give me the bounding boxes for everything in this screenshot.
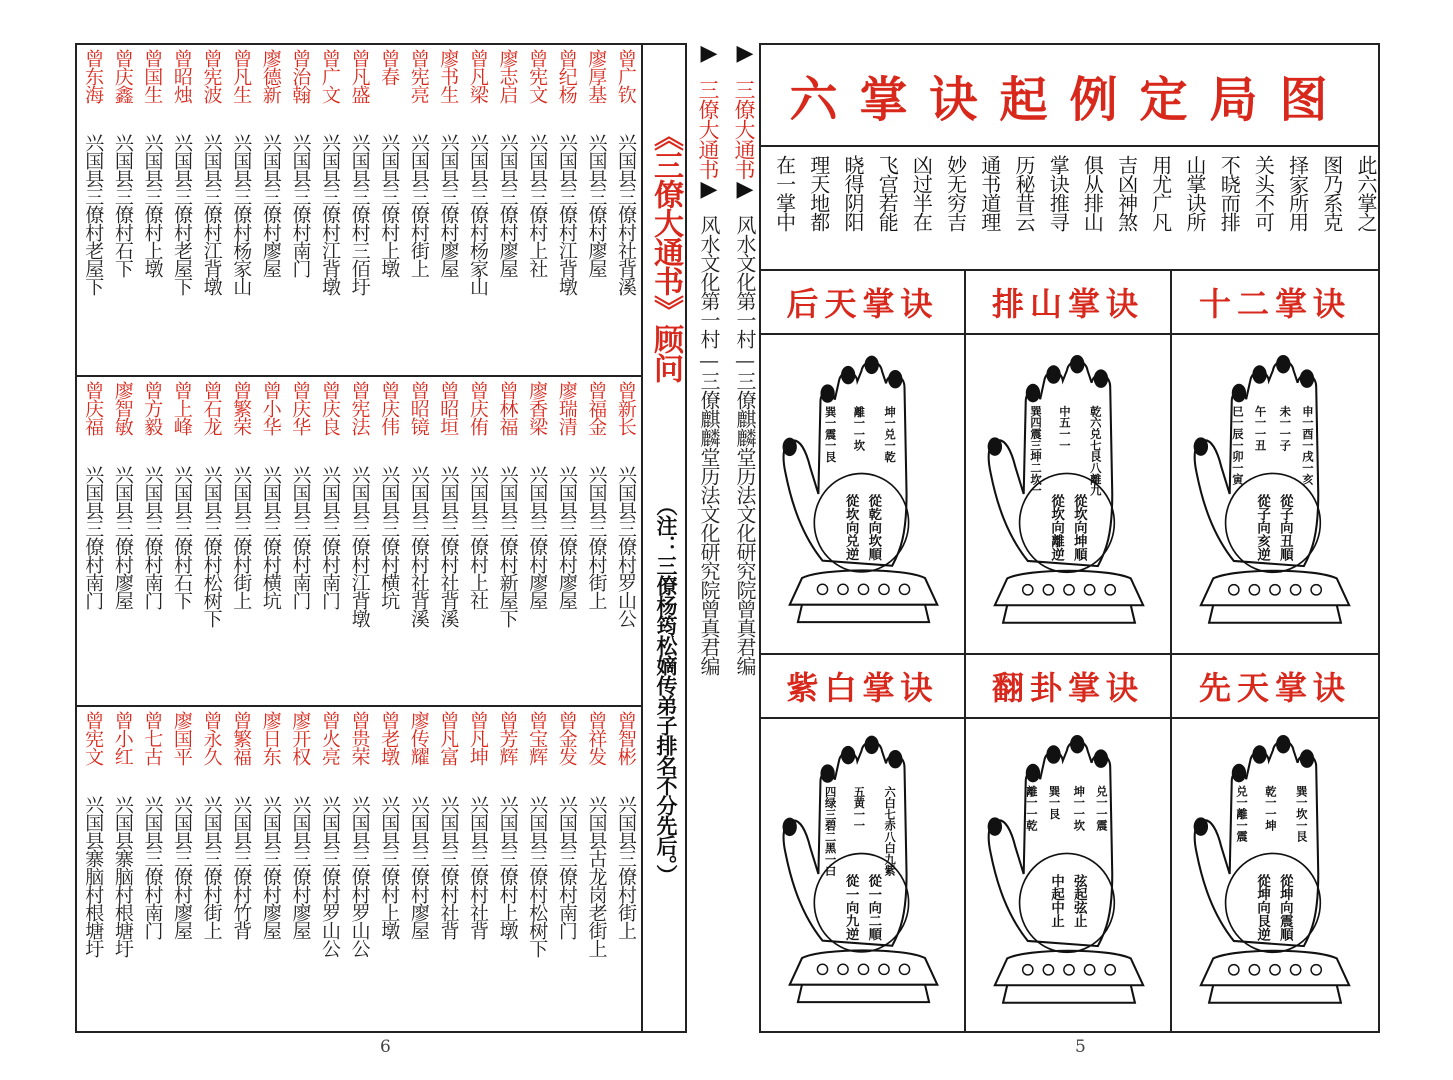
palm-label: 從乾向坎順 bbox=[865, 494, 882, 561]
finger-label: 巽一坎一艮 bbox=[1294, 785, 1309, 843]
hand-diagram-cell bbox=[761, 271, 966, 655]
finger-label: 兑一離一震 bbox=[1235, 785, 1250, 843]
advisor-grid bbox=[77, 45, 643, 1031]
hand-icon bbox=[966, 335, 1172, 653]
hand-label-text: 后天掌诀 bbox=[786, 285, 939, 323]
finger-label: 五黄一一 bbox=[852, 785, 867, 831]
hand-label bbox=[1172, 271, 1378, 335]
advisor-name: 廖智敏 bbox=[111, 381, 134, 435]
palm-label: 從一向二順 bbox=[865, 874, 882, 941]
advisor-name: 曾广钦 bbox=[614, 49, 637, 103]
advisor-entry bbox=[197, 381, 226, 627]
intro-column: 山掌诀所 bbox=[1183, 155, 1207, 231]
advisor-entry bbox=[611, 49, 640, 295]
advisor-address: 兴国县三僚村廖屋 bbox=[585, 133, 608, 277]
intro-column: 理天地都 bbox=[806, 155, 831, 231]
advisor-entry bbox=[463, 49, 492, 295]
palm-label: 從子向丑順 bbox=[1277, 494, 1294, 561]
advisor-name: 曾凡坤 bbox=[466, 711, 489, 765]
intro-column: 吉凶神煞 bbox=[1114, 155, 1139, 231]
advisor-address: 兴国县三僚村罗山公 bbox=[348, 795, 371, 957]
advisor-address: 兴国县三僚村上墩 bbox=[141, 133, 164, 277]
advisor-entry bbox=[493, 381, 522, 627]
advisor-entry bbox=[167, 49, 196, 295]
advisor-address: 兴国县三僚村南门 bbox=[141, 795, 164, 939]
advisor-address: 兴国县三僚村上墩 bbox=[378, 795, 401, 939]
advisor-name: 曾宪波 bbox=[200, 49, 223, 103]
advisor-name: 曾广文 bbox=[318, 49, 341, 103]
intro-column: 晓得阴阳 bbox=[841, 155, 865, 231]
intro-column: 在一掌中 bbox=[772, 155, 797, 231]
advisor-name: 曾凡梁 bbox=[466, 49, 489, 103]
advisor-name: 曾庆良 bbox=[318, 381, 341, 435]
advisor-name: 曾贵荣 bbox=[348, 711, 371, 765]
spine-credit: 风水文化第一村—三僚麒麟堂历法文化研究院曾真君编 bbox=[697, 215, 721, 675]
hand-label bbox=[966, 655, 1170, 719]
notice-title: 《三僚大通书》顾问 bbox=[648, 121, 683, 382]
advisor-name: 廖日东 bbox=[259, 711, 282, 765]
intro-column: 历秘昔云 bbox=[1012, 155, 1036, 231]
advisor-address: 兴国县三僚村老屋下 bbox=[171, 133, 194, 295]
advisor-entry bbox=[108, 49, 137, 277]
advisor-address: 兴国县三僚村杨家山 bbox=[467, 133, 490, 295]
advisor-address: 兴国县三僚村街上 bbox=[585, 465, 608, 609]
advisor-name: 曾火亮 bbox=[318, 711, 341, 765]
advisor-address: 兴国县三僚村松树下 bbox=[526, 795, 549, 957]
advisor-entry bbox=[315, 381, 344, 609]
intro-column: 飞宫若能 bbox=[875, 155, 900, 231]
intro-column: 择家所用 bbox=[1285, 155, 1310, 231]
hand-icon bbox=[761, 335, 966, 653]
finger-label: 未一一子 bbox=[1278, 405, 1293, 451]
advisor-name: 曾宝辉 bbox=[526, 711, 549, 765]
advisor-address: 兴国县三僚村江背墩 bbox=[348, 465, 371, 627]
advisor-name: 曾庆鑫 bbox=[111, 49, 134, 103]
advisor-name: 曾金发 bbox=[555, 711, 578, 765]
advisor-entry bbox=[167, 381, 196, 609]
advisor-entry bbox=[434, 711, 463, 939]
finger-label: 乾一一坤 bbox=[1263, 785, 1278, 831]
advisor-entry bbox=[611, 711, 640, 939]
advisor-entry bbox=[286, 381, 315, 609]
advisor-address: 兴国县三僚村横坑 bbox=[378, 465, 401, 609]
advisor-entry bbox=[197, 49, 226, 295]
spine-title: 三僚大通书 bbox=[732, 79, 756, 179]
advisor-name: 曾庆福 bbox=[82, 381, 105, 435]
advisor-name: 曾老墩 bbox=[378, 711, 401, 765]
hand-label bbox=[966, 271, 1170, 335]
advisor-name: 曾芳辉 bbox=[496, 711, 519, 765]
advisor-entry bbox=[463, 381, 492, 609]
finger-label: 乾六兑七艮八離九 bbox=[1088, 405, 1103, 497]
advisor-name: 曾宪文 bbox=[82, 711, 105, 765]
spine-credit: 风水文化第一村—三僚麒麟堂历法文化研究院曾真君编 bbox=[733, 215, 757, 675]
advisor-address: 兴国县三僚村南门 bbox=[289, 465, 312, 609]
advisor-entry bbox=[345, 381, 374, 627]
spine-arrow-top-icon: ▶ bbox=[736, 41, 754, 66]
advisor-entry bbox=[582, 711, 611, 957]
hand-label-text: 紫白掌诀 bbox=[786, 669, 939, 707]
finger-label: 中五一一 bbox=[1057, 405, 1072, 451]
page-title-text: 六掌诀起例定局图 bbox=[789, 71, 1350, 128]
intro-column: 不晓而排 bbox=[1217, 155, 1242, 231]
advisor-address: 兴国县三僚村松树下 bbox=[200, 465, 223, 627]
advisor-name: 曾治翰 bbox=[289, 49, 312, 103]
spine-arrow-top-icon: ▶ bbox=[700, 41, 718, 66]
advisor-entry bbox=[256, 381, 285, 609]
advisor-entry bbox=[79, 711, 108, 957]
advisor-entry bbox=[79, 49, 108, 295]
advisor-entry bbox=[286, 49, 315, 277]
advisor-entry bbox=[404, 381, 433, 627]
advisor-entry bbox=[434, 381, 463, 627]
advisor-address: 兴国县三僚村江背墩 bbox=[200, 133, 223, 295]
hand-label bbox=[761, 655, 964, 719]
advisor-address: 兴国县三僚村廖屋 bbox=[289, 795, 312, 939]
advisor-entry bbox=[345, 49, 374, 295]
finger-label: 巽一艮 bbox=[1047, 785, 1062, 820]
intro-column: 图乃系克 bbox=[1319, 155, 1344, 231]
advisor-name: 曾七古 bbox=[141, 711, 164, 765]
advisor-name: 廖志启 bbox=[496, 49, 519, 103]
right-page bbox=[759, 43, 1380, 1033]
advisor-address: 兴国县三僚村街上 bbox=[200, 795, 223, 939]
advisor-entry bbox=[523, 711, 552, 957]
finger-label: 坤一兑一乾 bbox=[883, 405, 898, 463]
advisor-entry bbox=[375, 711, 404, 939]
advisor-entry bbox=[227, 381, 256, 609]
advisor-name: 廖开权 bbox=[289, 711, 312, 765]
advisor-name: 曾庆华 bbox=[289, 381, 312, 435]
grid-section-3 bbox=[77, 707, 641, 1031]
finger-label: 午一一丑 bbox=[1253, 405, 1268, 451]
intro-column: 通书道理 bbox=[977, 155, 1002, 231]
advisor-name: 曾东海 bbox=[82, 49, 105, 103]
hand-icon bbox=[1172, 719, 1378, 1029]
advisor-name: 曾庆伟 bbox=[378, 381, 401, 435]
finger-label: 坤一一坎 bbox=[1072, 785, 1087, 831]
intro-column: 此六掌之 bbox=[1354, 155, 1378, 231]
advisor-entry bbox=[552, 711, 581, 939]
advisor-address: 兴国县三僚村上社 bbox=[526, 133, 549, 277]
hand-icon bbox=[966, 719, 1172, 1029]
advisor-address: 兴国县三僚村廖屋 bbox=[259, 133, 282, 277]
advisor-name: 曾福金 bbox=[585, 381, 608, 435]
palm-label: 從坤向震順 bbox=[1277, 874, 1294, 941]
advisor-address: 兴国县三僚村新屋下 bbox=[496, 465, 519, 627]
hand-diagram-cell bbox=[1172, 655, 1378, 1031]
advisor-entry bbox=[552, 381, 581, 609]
intro-column: 凶过半在 bbox=[909, 155, 934, 231]
hand-diagram-cell bbox=[1172, 271, 1378, 655]
advisor-name: 曾繁荣 bbox=[230, 381, 253, 435]
advisor-name: 廖德新 bbox=[259, 49, 282, 103]
advisor-address: 兴国县三僚村三佰圩 bbox=[348, 133, 371, 295]
page-number-left: 6 bbox=[380, 1037, 391, 1057]
page-title bbox=[761, 45, 1378, 147]
advisor-address: 兴国县寨脑村根塘圩 bbox=[111, 795, 134, 957]
advisor-address: 兴国县三僚村江背墩 bbox=[555, 133, 578, 295]
advisor-entry bbox=[315, 711, 344, 957]
advisor-name: 曾昭垣 bbox=[437, 381, 460, 435]
advisor-entry bbox=[493, 49, 522, 277]
advisor-address: 兴国县三僚村廖屋 bbox=[526, 465, 549, 609]
advisor-name: 曾林福 bbox=[496, 381, 519, 435]
advisor-entry bbox=[552, 49, 581, 295]
spine-title: 三僚大通书 bbox=[696, 79, 720, 179]
hand-label bbox=[1172, 655, 1378, 719]
advisor-name: 曾永久 bbox=[200, 711, 223, 765]
advisor-address: 兴国县三僚村罗山公 bbox=[615, 465, 638, 627]
advisor-entry bbox=[434, 49, 463, 277]
palm-label: 弦起弦止 bbox=[1071, 874, 1088, 928]
advisor-entry bbox=[138, 381, 167, 609]
hand-icon bbox=[1172, 335, 1378, 653]
hand-label bbox=[761, 271, 964, 335]
page-number-right: 5 bbox=[1075, 1037, 1086, 1057]
advisor-name: 曾智彬 bbox=[614, 711, 637, 765]
advisor-address: 兴国县三僚村廖屋 bbox=[407, 795, 430, 939]
spine-arrow-bottom-icon: ▶ bbox=[736, 177, 754, 202]
advisor-entry bbox=[227, 711, 256, 939]
advisor-name: 曾凡富 bbox=[437, 711, 460, 765]
advisor-address: 兴国县三僚村廖屋 bbox=[259, 795, 282, 939]
advisor-name: 曾昭镜 bbox=[407, 381, 430, 435]
grid-section-1 bbox=[77, 45, 641, 377]
finger-label: 巽四震三坤二坎一 bbox=[1029, 405, 1044, 497]
finger-label: 巳一辰一卯一寅 bbox=[1230, 405, 1245, 485]
advisor-address: 兴国县三僚村南门 bbox=[555, 795, 578, 939]
advisor-address: 兴国县三僚村社背 bbox=[467, 795, 490, 939]
advisor-entry bbox=[523, 49, 552, 277]
advisor-name: 曾繁福 bbox=[230, 711, 253, 765]
intro-column: 关头不可 bbox=[1251, 155, 1276, 231]
intro-column: 用尤广凡 bbox=[1148, 155, 1173, 231]
advisor-name: 廖书生 bbox=[437, 49, 460, 103]
advisor-address: 兴国县三僚村上墩 bbox=[378, 133, 401, 277]
advisor-name: 曾凡盛 bbox=[348, 49, 371, 103]
advisor-name: 廖瑞清 bbox=[555, 381, 578, 435]
advisor-name: 曾宪文 bbox=[526, 49, 549, 103]
advisor-entry bbox=[611, 381, 640, 627]
finger-label: 離一一乾 bbox=[1024, 785, 1039, 831]
hand-label-text: 十二掌诀 bbox=[1198, 285, 1351, 323]
advisor-entry bbox=[138, 711, 167, 939]
palm-label: 從坎向離逆 bbox=[1048, 494, 1065, 561]
advisor-entry bbox=[108, 381, 137, 609]
palm-label: 從坎向兑逆 bbox=[843, 494, 860, 561]
advisor-entry bbox=[463, 711, 492, 939]
advisor-entry bbox=[286, 711, 315, 939]
advisor-entry bbox=[256, 711, 285, 939]
advisor-address: 兴国县三僚村廖屋 bbox=[555, 465, 578, 609]
advisor-address: 兴国县三僚村廖屋 bbox=[437, 133, 460, 277]
hand-diagram-cell bbox=[966, 271, 1172, 655]
advisor-address: 兴国县三僚村廖屋 bbox=[496, 133, 519, 277]
advisor-notice bbox=[645, 45, 685, 1031]
advisor-name: 曾宪法 bbox=[348, 381, 371, 435]
intro-column: 掌诀推寻 bbox=[1046, 155, 1071, 231]
notice-note: （注：三僚杨筠松嫡传弟子排名不分先后。） bbox=[654, 495, 679, 885]
advisor-entry bbox=[345, 711, 374, 957]
advisor-address: 兴国县三僚村杨家山 bbox=[230, 133, 253, 295]
advisor-name: 曾庆侑 bbox=[466, 381, 489, 435]
advisor-entry bbox=[315, 49, 344, 295]
advisor-address: 兴国县三僚村江背墩 bbox=[319, 133, 342, 295]
advisor-name: 曾凡生 bbox=[230, 49, 253, 103]
finger-label: 申一酉一戌一亥 bbox=[1300, 405, 1315, 485]
advisor-entry bbox=[227, 49, 256, 295]
hand-label-text: 先天掌诀 bbox=[1198, 669, 1351, 707]
advisor-name: 曾春 bbox=[378, 49, 401, 85]
advisor-address: 兴国县三僚村社背溪 bbox=[437, 465, 460, 627]
intro-column: 妙无穷吉 bbox=[943, 155, 968, 231]
advisor-name: 曾新长 bbox=[614, 381, 637, 435]
advisor-entry bbox=[375, 49, 404, 277]
advisor-address: 兴国县三僚村街上 bbox=[615, 795, 638, 939]
finger-label: 六白七赤八白九紫 bbox=[883, 785, 898, 877]
advisor-address: 兴国县三僚村南门 bbox=[141, 465, 164, 609]
advisor-name: 曾祥发 bbox=[585, 711, 608, 765]
palm-label: 從一向九逆 bbox=[843, 874, 860, 941]
advisor-entry bbox=[582, 381, 611, 609]
advisor-address: 兴国县三僚村罗山公 bbox=[319, 795, 342, 957]
advisor-entry bbox=[404, 49, 433, 277]
advisor-address: 兴国县三僚村老屋下 bbox=[82, 133, 105, 295]
advisor-name: 廖传耀 bbox=[407, 711, 430, 765]
advisor-name: 曾石龙 bbox=[200, 381, 223, 435]
advisor-name: 曾小红 bbox=[111, 711, 134, 765]
advisor-entry bbox=[108, 711, 137, 957]
advisor-entry bbox=[523, 381, 552, 609]
spine-arrow-bottom-icon: ▶ bbox=[700, 177, 718, 202]
advisor-address: 兴国县三僚村街上 bbox=[230, 465, 253, 609]
advisor-entry bbox=[582, 49, 611, 277]
advisor-address: 兴国县三僚村廖屋 bbox=[111, 465, 134, 609]
hand-diagram-cell bbox=[966, 655, 1172, 1031]
intro-text bbox=[761, 147, 1378, 271]
finger-label: 離一一坎 bbox=[852, 405, 867, 451]
advisor-address: 兴国县三僚村街上 bbox=[407, 133, 430, 277]
grid-section-2 bbox=[77, 377, 641, 707]
advisor-address: 兴国县三僚村社背溪 bbox=[615, 133, 638, 295]
advisor-address: 兴国县三僚村上社 bbox=[467, 465, 490, 609]
hand-label-text: 排山掌诀 bbox=[991, 285, 1144, 323]
advisor-entry bbox=[256, 49, 285, 277]
advisor-address: 兴国县三僚村社背溪 bbox=[407, 465, 430, 627]
palm-label: 中起中止 bbox=[1048, 874, 1065, 928]
advisor-name: 曾纪杨 bbox=[555, 49, 578, 103]
advisor-address: 兴国县三僚村石下 bbox=[171, 465, 194, 609]
left-page bbox=[75, 43, 687, 1033]
advisor-address: 兴国县三僚村竹背 bbox=[230, 795, 253, 939]
spine-right bbox=[730, 43, 760, 1033]
advisor-entry bbox=[375, 381, 404, 609]
finger-label: 巽一震一艮 bbox=[823, 405, 838, 463]
advisor-entry bbox=[167, 711, 196, 939]
advisor-name: 曾国生 bbox=[141, 49, 164, 103]
advisor-name: 曾上峰 bbox=[170, 381, 193, 435]
advisor-name: 曾方毅 bbox=[141, 381, 164, 435]
advisor-entry bbox=[493, 711, 522, 939]
advisor-address: 兴国县三僚村南门 bbox=[319, 465, 342, 609]
palm-label: 從坤向艮逆 bbox=[1254, 874, 1271, 941]
advisor-address: 兴国县古龙岗老街上 bbox=[585, 795, 608, 957]
advisor-name: 曾宪亮 bbox=[407, 49, 430, 103]
advisor-address: 兴国县三僚村横坑 bbox=[259, 465, 282, 609]
advisor-entry bbox=[197, 711, 226, 939]
hand-diagram-cell bbox=[761, 655, 966, 1031]
hand-label-text: 翻卦掌诀 bbox=[991, 669, 1144, 707]
advisor-address: 兴国县三僚村南门 bbox=[82, 465, 105, 609]
advisor-name: 曾小华 bbox=[259, 381, 282, 435]
hand-icon bbox=[761, 719, 966, 1029]
advisor-address: 兴国县三僚村上墩 bbox=[496, 795, 519, 939]
finger-label: 四绿三碧二黑一白 bbox=[823, 785, 838, 877]
palm-label: 從坎向坤順 bbox=[1071, 494, 1088, 561]
advisor-name: 廖香梁 bbox=[526, 381, 549, 435]
advisor-address: 兴国县寨脑村根塘圩 bbox=[82, 795, 105, 957]
spine-left bbox=[694, 43, 724, 1033]
palm-label: 從子向亥逆 bbox=[1254, 494, 1271, 561]
advisor-entry bbox=[138, 49, 167, 277]
intro-column: 俱从排山 bbox=[1080, 155, 1105, 231]
advisor-address: 兴国县三僚村廖屋 bbox=[171, 795, 194, 939]
advisor-address: 兴国县三僚村社背 bbox=[437, 795, 460, 939]
advisor-entry bbox=[79, 381, 108, 609]
advisor-name: 廖国平 bbox=[170, 711, 193, 765]
advisor-name: 曾昭烛 bbox=[170, 49, 193, 103]
advisor-entry bbox=[404, 711, 433, 939]
advisor-address: 兴国县三僚村南门 bbox=[289, 133, 312, 277]
finger-label: 兑一一震 bbox=[1094, 785, 1109, 831]
advisor-name: 廖厚基 bbox=[585, 49, 608, 103]
advisor-address: 兴国县三僚村石下 bbox=[111, 133, 134, 277]
